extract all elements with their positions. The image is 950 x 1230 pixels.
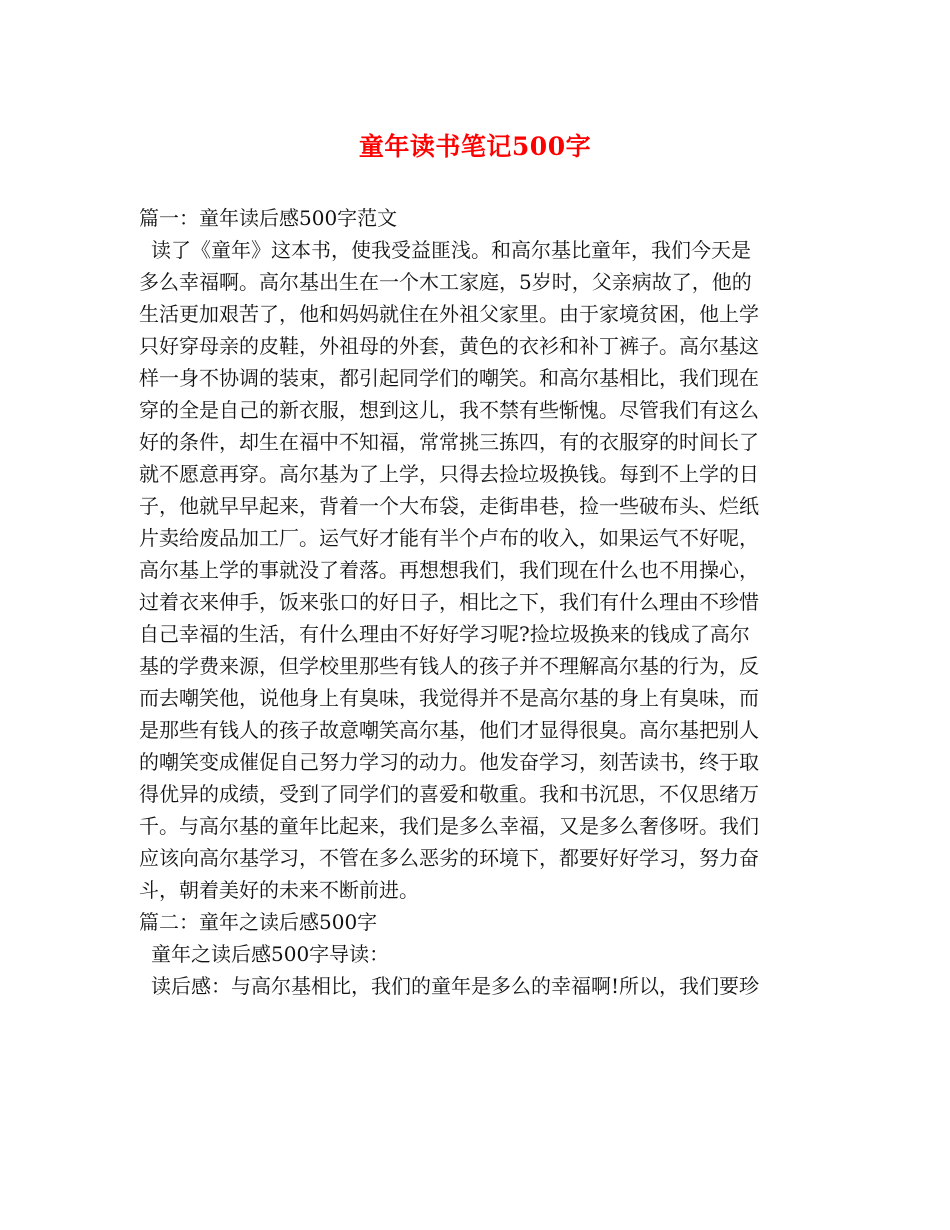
paragraph-line: 读后感：与高尔基相比，我们的童年是多么的幸福啊!所以，我们要珍 [151, 974, 760, 998]
paragraph-line: 穿的全是自己的新衣服，想到这儿，我不禁有些惭愧。尽管我们有这么 [139, 398, 759, 422]
paragraph-line: 生活更加艰苦了，他和妈妈就住在外祖父家里。由于家境贫困，他上学 [139, 302, 759, 326]
paragraph-line: 片卖给废品加工厂。运气好才能有半个卢布的收入，如果运气不好呢， [139, 526, 759, 550]
paragraph-line: 高尔基上学的事就没了着落。再想想我们，我们现在什么也不用操心， [139, 558, 759, 582]
paragraph-line: 而去嘲笑他，说他身上有臭味，我觉得并不是高尔基的身上有臭味，而 [139, 686, 759, 710]
paragraph-line: 千。与高尔基的童年比起来，我们是多么幸福，又是多么奢侈呀。我们 [139, 814, 759, 838]
paragraph-line: 的嘲笑变成催促自己努力学习的动力。他发奋学习，刻苦读书，终于取 [139, 750, 759, 774]
section-heading-1: 篇一：童年读后感500字范文 [139, 206, 398, 230]
section-heading-2: 篇二：童年之读后感500字 [139, 910, 378, 934]
paragraph-line: 只好穿母亲的皮鞋，外祖母的外套，黄色的衣衫和补丁裤子。高尔基这 [139, 334, 759, 358]
subheading-line: 童年之读后感500字导读： [151, 942, 390, 966]
paragraph-line: 好的条件，却生在福中不知福，常常挑三拣四，有的衣服穿的时间长了 [139, 430, 759, 454]
paragraph-line: 就不愿意再穿。高尔基为了上学，只得去捡垃圾换钱。每到不上学的日 [139, 462, 759, 486]
paragraph-line: 斗，朝着美好的未来不断前进。 [139, 878, 419, 902]
paragraph-line: 应该向高尔基学习，不管在多么恶劣的环境下，都要好好学习，努力奋 [139, 846, 759, 870]
document-body [139, 202, 819, 1002]
paragraph-line: 过着衣来伸手，饭来张口的好日子，相比之下，我们有什么理由不珍惜 [139, 590, 759, 614]
paragraph-line: 自己幸福的生活，有什么理由不好好学习呢?捡垃圾换来的钱成了高尔 [139, 622, 750, 646]
paragraph-line: 基的学费来源，但学校里那些有钱人的孩子并不理解高尔基的行为，反 [139, 654, 759, 678]
document-title: 童年读书笔记500字 [358, 132, 592, 161]
paragraph-line: 多么幸福啊。高尔基出生在一个木工家庭，5岁时，父亲病故了，他的 [139, 270, 752, 294]
paragraph-line: 样一身不协调的装束，都引起同学们的嘲笑。和高尔基相比，我们现在 [139, 366, 759, 390]
paragraph-line: 子，他就早早起来，背着一个大布袋，走街串巷，捡一些破布头、烂纸 [139, 494, 759, 518]
paragraph-line: 是那些有钱人的孩子故意嘲笑高尔基，他们才显得很臭。高尔基把别人 [139, 718, 759, 742]
paragraph-line: 读了《童年》这本书，使我受益匪浅。和高尔基比童年，我们今天是 [151, 238, 751, 262]
paragraph-line: 得优异的成绩，受到了同学们的喜爱和敬重。我和书沉思，不仅思绪万 [139, 782, 759, 806]
